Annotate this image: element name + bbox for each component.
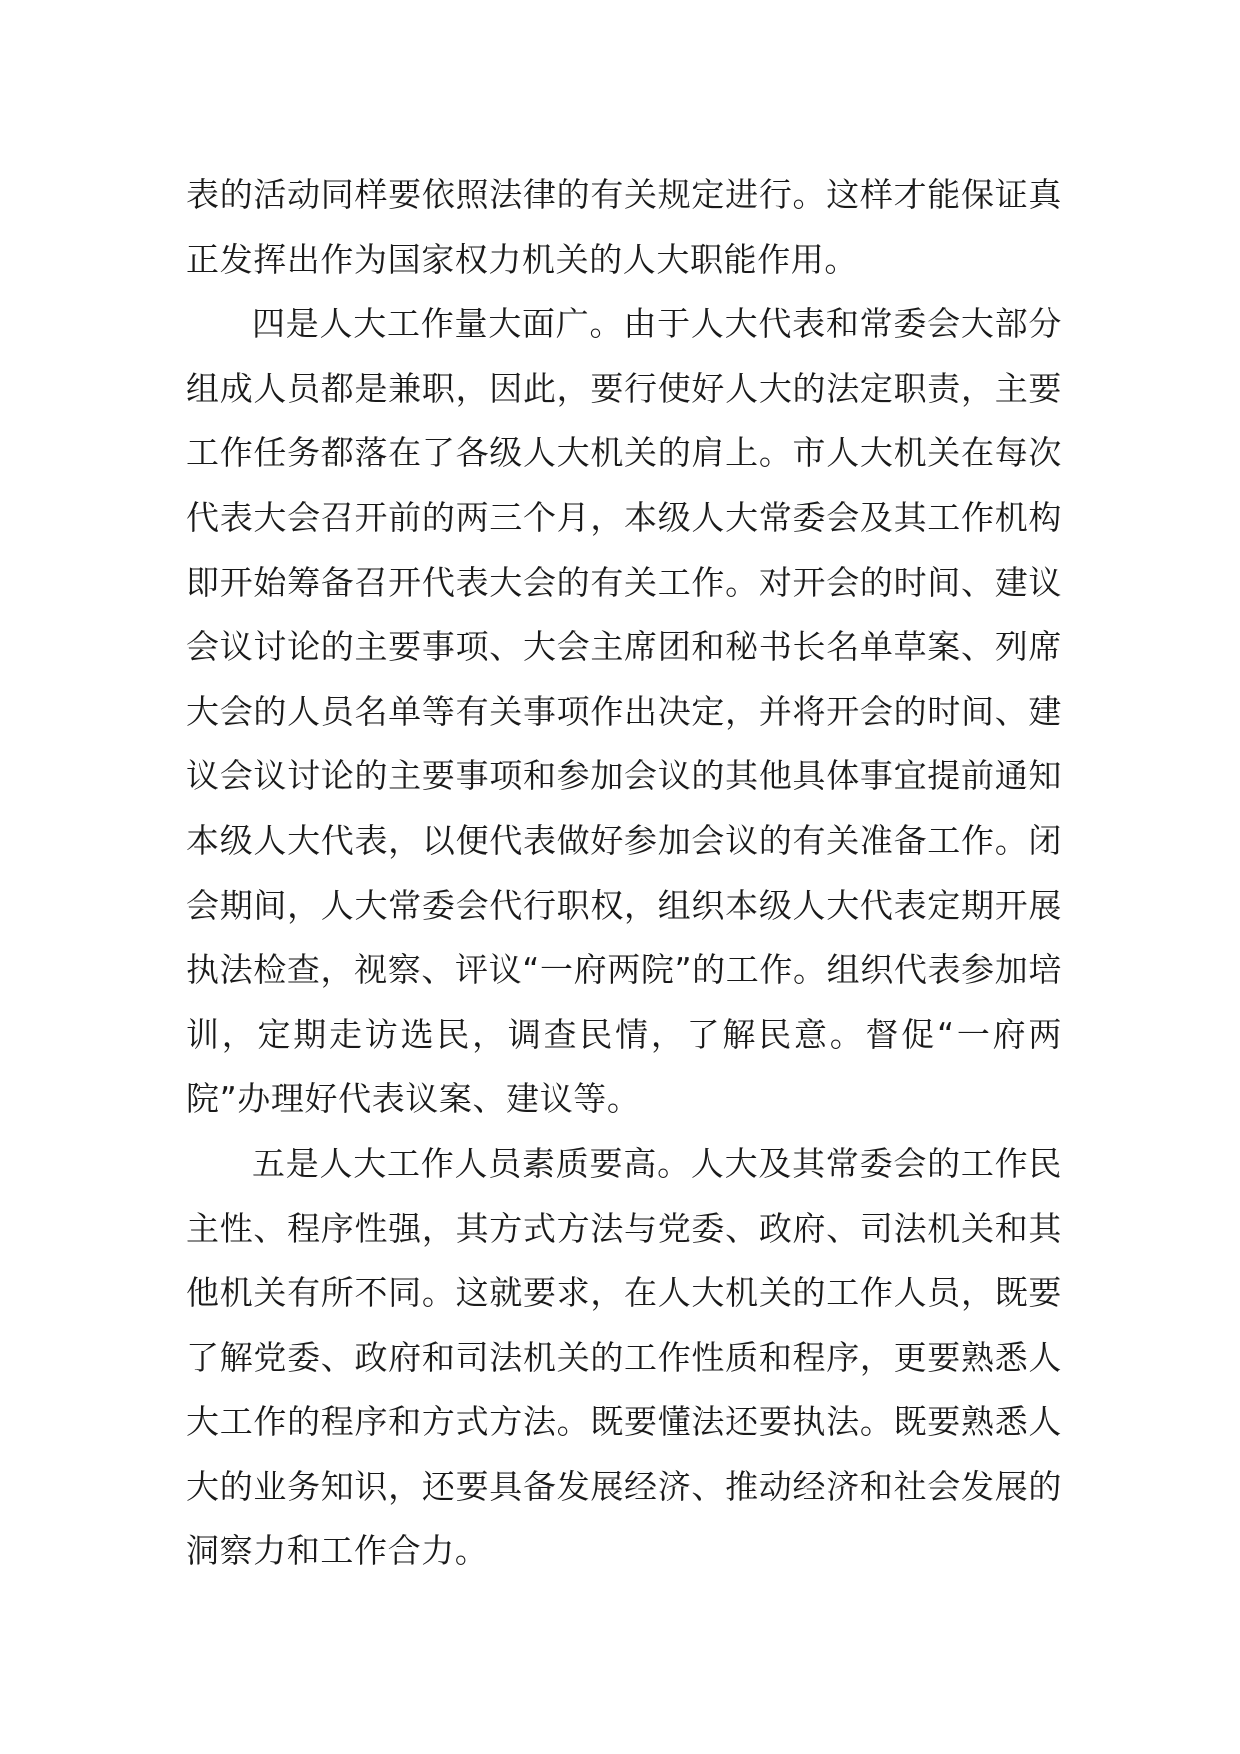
paragraph-point-four: 四是人大工作量大面广。由于人大代表和常委会大部分组成人员都是兼职，因此，要行使好人大的法定职责，主要工作任务都落在了各级人大机关的肩上。市人大机关在每次代表大会召开前的两三个月，本级人大常委会及其工作机构即开始筹备召开代表大会的有关工作。对开会的时间、建议会议讨论的主要事项、大会主席团和秘书长名单草案、列席大会的人员名单等有关事项作出决定，并将开会的时间、建议会议讨论的主要事项和参加会议的其他具体事宜提前通知本级人大代表，以便代表做好参加会议的有关准备工作。闭会期间，人大常委会代行职权，组织本级人大代表定期开展执法检查，视察、评议“一府两院”的工作。组织代表参加培训，定期走访选民，调查民情，了解民意。督促“一府两院”办理好代表议案、建议等。	[186, 304, 1062, 1119]
body-text	[186, 163, 1062, 1584]
paragraph-continuation: 表的活动同样要依照法律的有关规定进行。这样才能保证真正发挥出作为国家权力机关的人大职能作用。	[186, 175, 1062, 279]
paragraph-point-five: 五是人大工作人员素质要高。人大及其常委会的工作民主性、程序性强，其方式方法与党委、政府、司法机关和其他机关有所不同。这就要求，在人大机关的工作人员，既要了解党委、政府和司法机关的工作性质和程序，更要熟悉人大工作的程序和方式方法。既要懂法还要执法。既要熟悉人大的业务知识，还要具备发展经济、推动经济和社会发展的洞察力和工作合力。	[186, 1143, 1062, 1571]
